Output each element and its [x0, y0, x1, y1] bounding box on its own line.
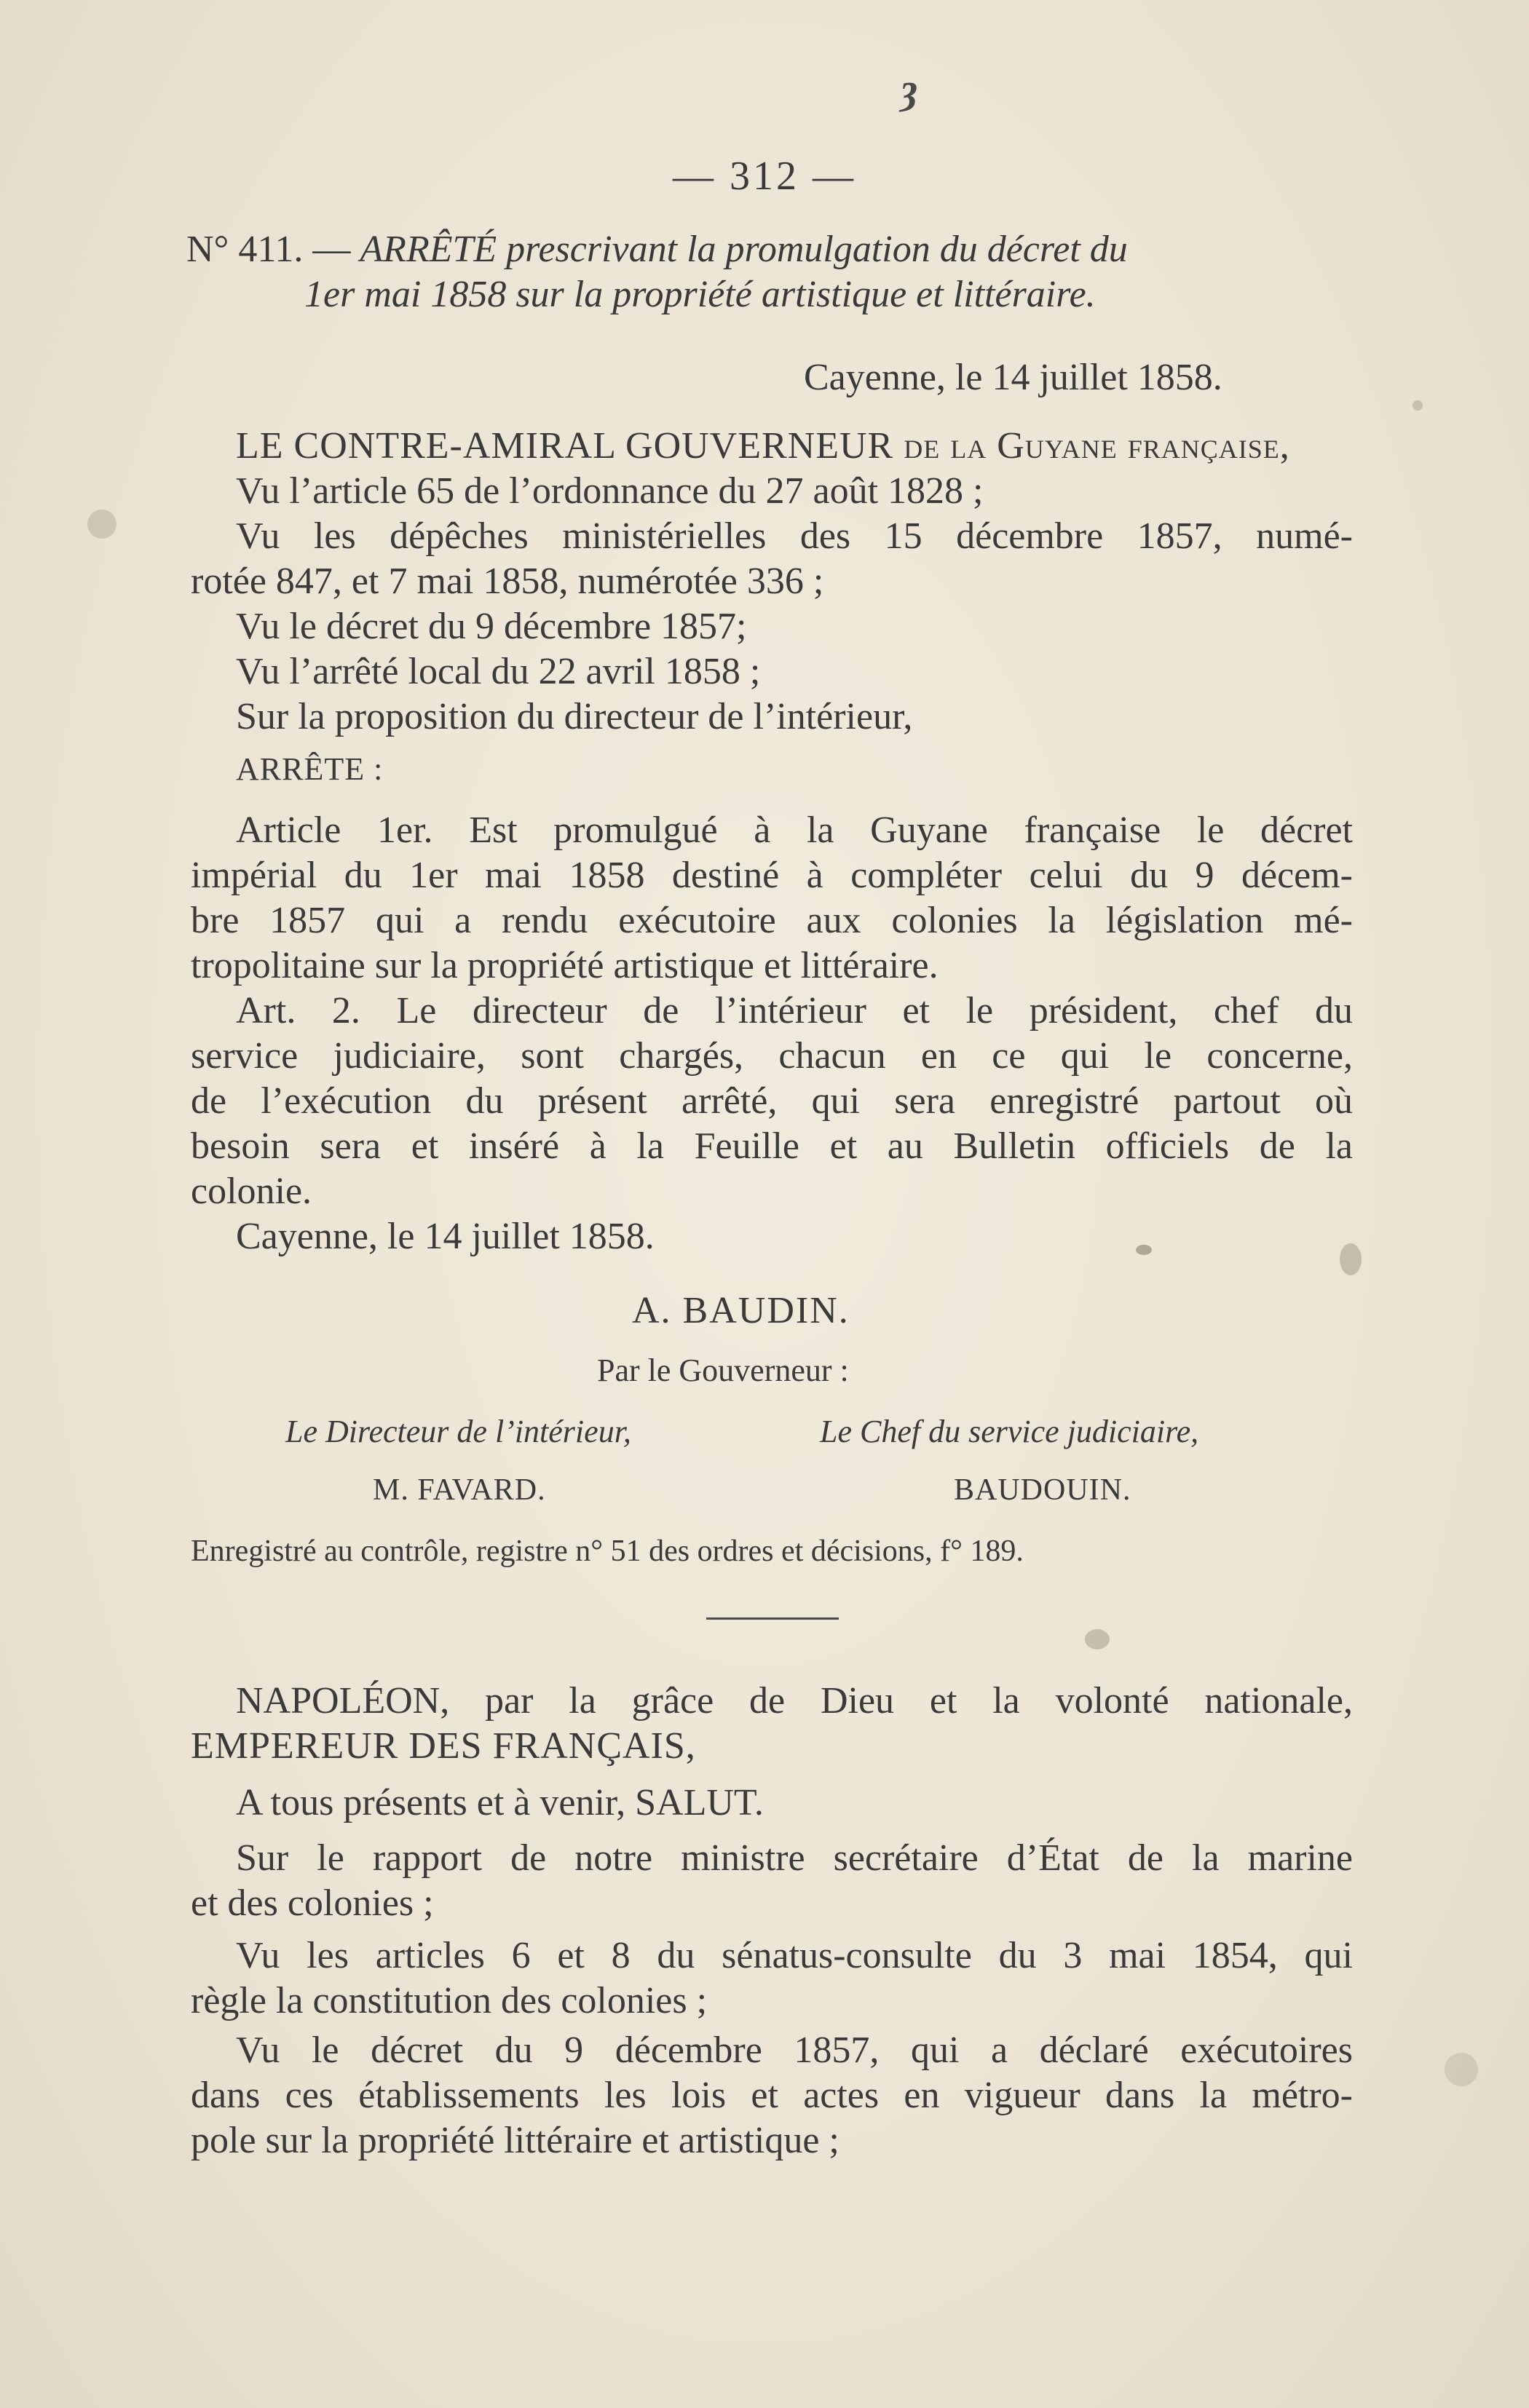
foxing-spot — [1413, 400, 1423, 411]
body-line-16: besoin sera et inséré à la Feuille et au Bulletin officiels de la — [191, 1125, 1353, 1167]
foxing-spot — [1136, 1245, 1152, 1255]
foxing-spot — [1085, 1629, 1110, 1649]
right-signatory-title: Le Chef du service judiciaire, — [820, 1414, 1199, 1449]
decree-number: N° 411. — — [186, 229, 351, 270]
body-line-6: Vu l’arrêté local du 22 avril 1858 ; — [236, 651, 761, 692]
body-line-10: impérial du 1er mai 1858 destiné à compléter celui du 9 décem- — [191, 855, 1353, 896]
body-line-3: Vu les dépêches ministérielles des 15 décembre 1857, numé- — [236, 515, 1353, 557]
second-line-7: règle la constitution des colonies ; — [191, 1980, 708, 2021]
left-signatory-title: Le Directeur de l’intérieur, — [285, 1414, 631, 1449]
body-line-17: colonie. — [191, 1171, 312, 1212]
second-line-9: dans ces établissements les lois et actes en vigueur dans la métro- — [191, 2075, 1353, 2116]
second-line-10: pole sur la propriété littéraire et artistique ; — [191, 2120, 839, 2161]
body-line-2: Vu l’article 65 de l’ordonnance du 27 août 1828 ; — [236, 470, 984, 512]
second-line-5: et des colonies ; — [191, 1882, 434, 1924]
body-line-9: Article 1er. Est promulgué à la Guyane française le décret — [236, 809, 1353, 851]
decree-title-line2: 1er mai 1858 sur la propriété artistique et littéraire. — [304, 274, 1096, 315]
body-line-18: Cayenne, le 14 juillet 1858. — [236, 1216, 655, 1257]
second-line-3: A tous présents et à venir, SALUT. — [236, 1782, 764, 1823]
body-line-12: tropolitaine sur la propriété artistique et littéraire. — [191, 945, 939, 986]
body-line-13: Art. 2. Le directeur de l’intérieur et le président, chef du — [236, 990, 1353, 1031]
registration-note: Enregistré au contrôle, registre n° 51 des ordres et décisions, f° 189. — [191, 1534, 1024, 1568]
second-line-1: NAPOLÉON, par la grâce de Dieu et la volonté nationale, — [236, 1680, 1353, 1722]
body-line-14: service judiciaire, sont chargés, chacun en ce qui le concerne, — [191, 1035, 1353, 1077]
second-line-8: Vu le décret du 9 décembre 1857, qui a déclaré exécutoires — [236, 2029, 1353, 2071]
ink-mark: ȝ — [900, 65, 919, 112]
foxing-spot — [1340, 1243, 1362, 1275]
decree-title-line1: ARRÊTÉ prescrivant la promulgation du décret du — [360, 229, 1128, 270]
decree-heading — [186, 227, 1128, 272]
second-line-6: Vu les articles 6 et 8 du sénatus-consulte du 3 mai 1854, qui — [236, 1935, 1353, 1976]
right-signatory-name: BAUDOUIN. — [954, 1473, 1131, 1507]
body-line-7: Sur la proposition du directeur de l’intérieur, — [236, 696, 913, 737]
body-line-5: Vu le décret du 9 décembre 1857; — [236, 606, 747, 647]
second-line-2: EMPEREUR DES FRANÇAIS, — [191, 1725, 696, 1767]
second-line-4: Sur le rapport de notre ministre secrétaire d’État de la marine — [236, 1837, 1353, 1879]
page-number: — 312 — — [673, 154, 856, 199]
body-line-4: rotée 847, et 7 mai 1858, numérotée 336 ; — [191, 561, 824, 602]
body-line-11: bre 1857 qui a rendu exécutoire aux colonies la législation mé- — [191, 900, 1353, 941]
by-governor: Par le Gouverneur : — [597, 1352, 849, 1388]
body-line-arrete: ARRÊTE : — [236, 751, 384, 787]
body-line-1: LE CONTRE-AMIRAL GOUVERNEUR de la Guyane française, — [236, 425, 1290, 467]
body-line-15: de l’exécution du présent arrêté, qui sera enregistré partout où — [191, 1080, 1353, 1122]
place-date: Cayenne, le 14 juillet 1858. — [804, 357, 1222, 398]
section-divider — [706, 1617, 839, 1620]
left-signatory-name: M. FAVARD. — [373, 1473, 546, 1507]
foxing-spot — [1445, 2053, 1478, 2086]
foxing-spot — [87, 510, 116, 539]
signatory: A. BAUDIN. — [632, 1290, 850, 1331]
